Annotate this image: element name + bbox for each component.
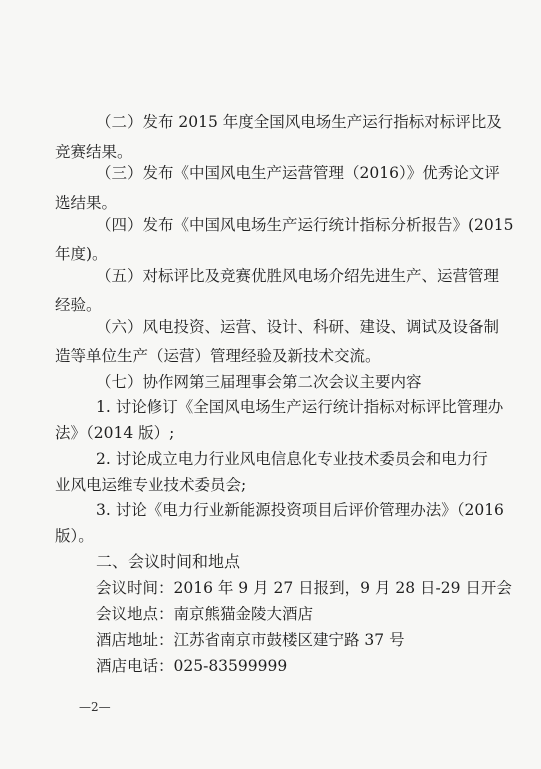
text-line: （三）发布《中国风电生产运营管理（2016）》优秀论文评 — [96, 164, 500, 182]
text-line: 年度)。 — [55, 245, 108, 263]
text-line: 竞赛结果。 — [55, 143, 133, 161]
text-line: 法》（2014 版）; — [55, 424, 175, 442]
text-line: （六）风电投资、运营、设计、科研、建设、调试及设备制 — [96, 318, 500, 336]
text-line: 造等单位生产（运营）管理经验及新技术交流。 — [55, 347, 381, 365]
page-number: —2— — [79, 700, 111, 714]
text-line: 选结果。 — [55, 194, 118, 212]
text-line: （四）发布《中国风电场生产运行统计指标分析报告》(2015 — [96, 216, 514, 234]
text-line: 酒店电话：025-83599999 — [96, 657, 288, 675]
text-line: 业风电运维专业技术委员会; — [55, 476, 247, 494]
text-line: 会议时间：2016 年 9 月 27 日报到，9 月 28 日-29 日开会 — [96, 579, 512, 597]
text-line: （二）发布 2015 年度全国风电场生产运行指标对标评比及 — [96, 113, 502, 131]
text-line: 1. 讨论修订《全国风电场生产运行统计指标对标评比管理办 — [96, 398, 504, 416]
text-line: （七）协作网第三届理事会第二次会议主要内容 — [96, 373, 422, 391]
section-heading: 二、会议时间和地点 — [96, 552, 241, 571]
text-line: 会议地点：南京熊猫金陵大酒店 — [96, 605, 314, 623]
text-line: （五）对标评比及竞赛优胜风电场介绍先进生产、运营管理 — [96, 267, 500, 285]
text-line: 酒店地址：江苏省南京市鼓楼区建宁路 37 号 — [96, 631, 405, 649]
text-line: 3. 讨论《电力行业新能源投资项目后评价管理办法》（2016 — [96, 501, 504, 519]
text-line: 2. 讨论成立电力行业风电信息化专业技术委员会和电力行 — [96, 450, 488, 468]
text-line: 版）。 — [55, 527, 94, 545]
text-line: 经验。 — [55, 296, 102, 314]
